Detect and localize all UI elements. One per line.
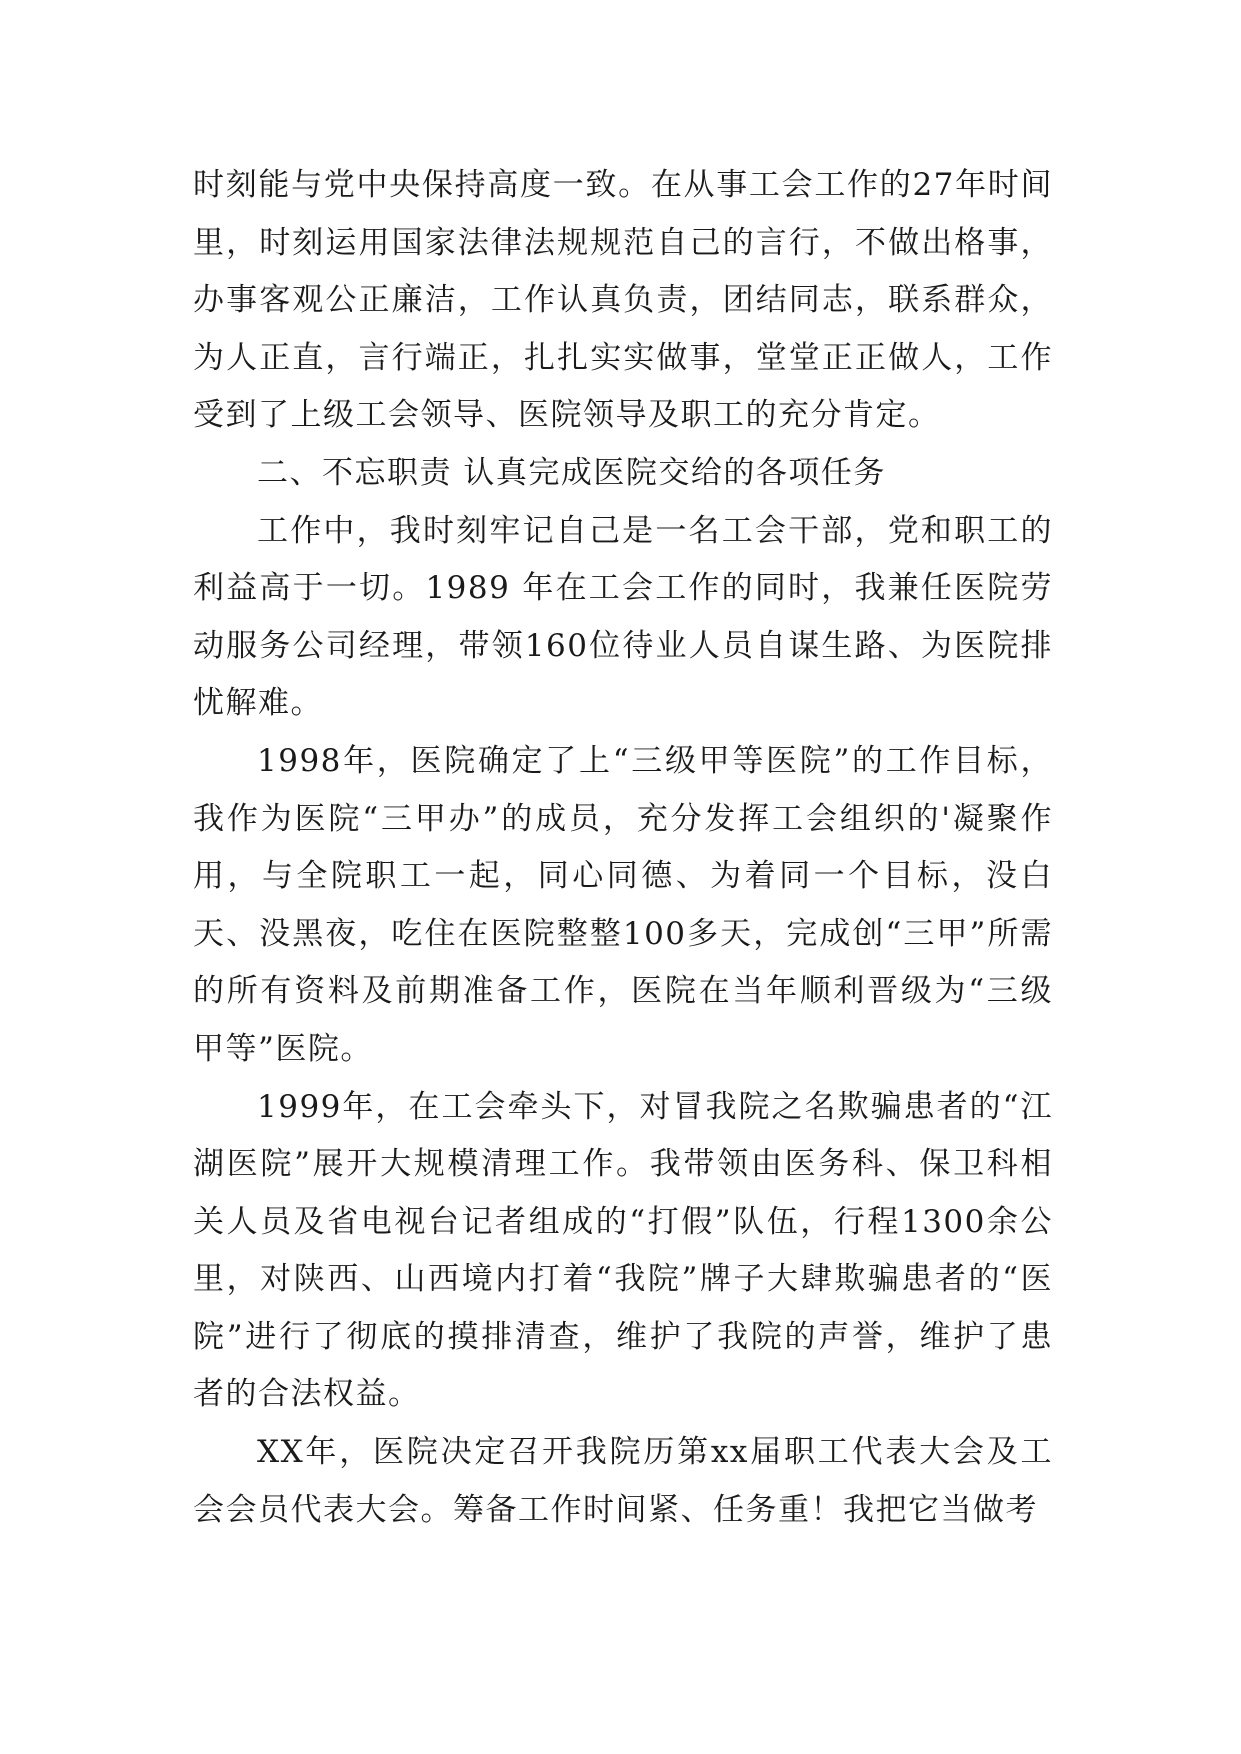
paragraph-continuation: 时刻能与党中央保持高度一致。在从事工会工作的27年时间里，时刻运用国家法律法规规范自己的言行，不做出格事，办事客观公正廉洁，工作认真负责，团结同志，联系群众，为人正直，言行端正，扎扎实实做事，堂堂正正做人，工作受到了上级工会领导、医院领导及职工的充分肯定。 (193, 167, 1053, 434)
paragraph-xx-year: XX年，医院决定召开我院历第xx届职工代表大会及工会会员代表大会。筹备工作时间紧、任务重！我把它当做考 (193, 1434, 1053, 1528)
paragraph-1998: 1998年，医院确定了上“三级甲等医院”的工作目标，我作为医院“三甲办”的成员，充分发挥工会组织的'凝聚作用，与全院职工一起，同心同德、为着同一个目标，没白天、没黑夜，吃住在医院整整100多天，完成创“三甲”所需的所有资料及前期准备工作，医院在当年顺利晋级为“三级甲等”医院。 (193, 742, 1053, 1067)
paragraph-1989: 工作中，我时刻牢记自己是一名工会干部，党和职工的利益高于一切。1989 年在工会工作的同时，我兼任医院劳动服务公司经理，带领160位待业人员自谋生路、为医院排忧解难。 (193, 512, 1053, 722)
paragraph-1999: 1999年，在工会牵头下，对冒我院之名欺骗患者的“江湖医院”展开大规模清理工作。我带领由医务科、保卫科相关人员及省电视台记者组成的“打假”队伍，行程1300余公里，对陕西、山西境内打着“我院”牌子大肆欺骗患者的“医院”进行了彻底的摸排清查，维护了我院的声誉，维护了患者的合法权益。 (193, 1088, 1053, 1413)
document-body (193, 157, 1053, 1539)
section-heading: 二、不忘职责 认真完成医院交给的各项任务 (257, 454, 886, 491)
